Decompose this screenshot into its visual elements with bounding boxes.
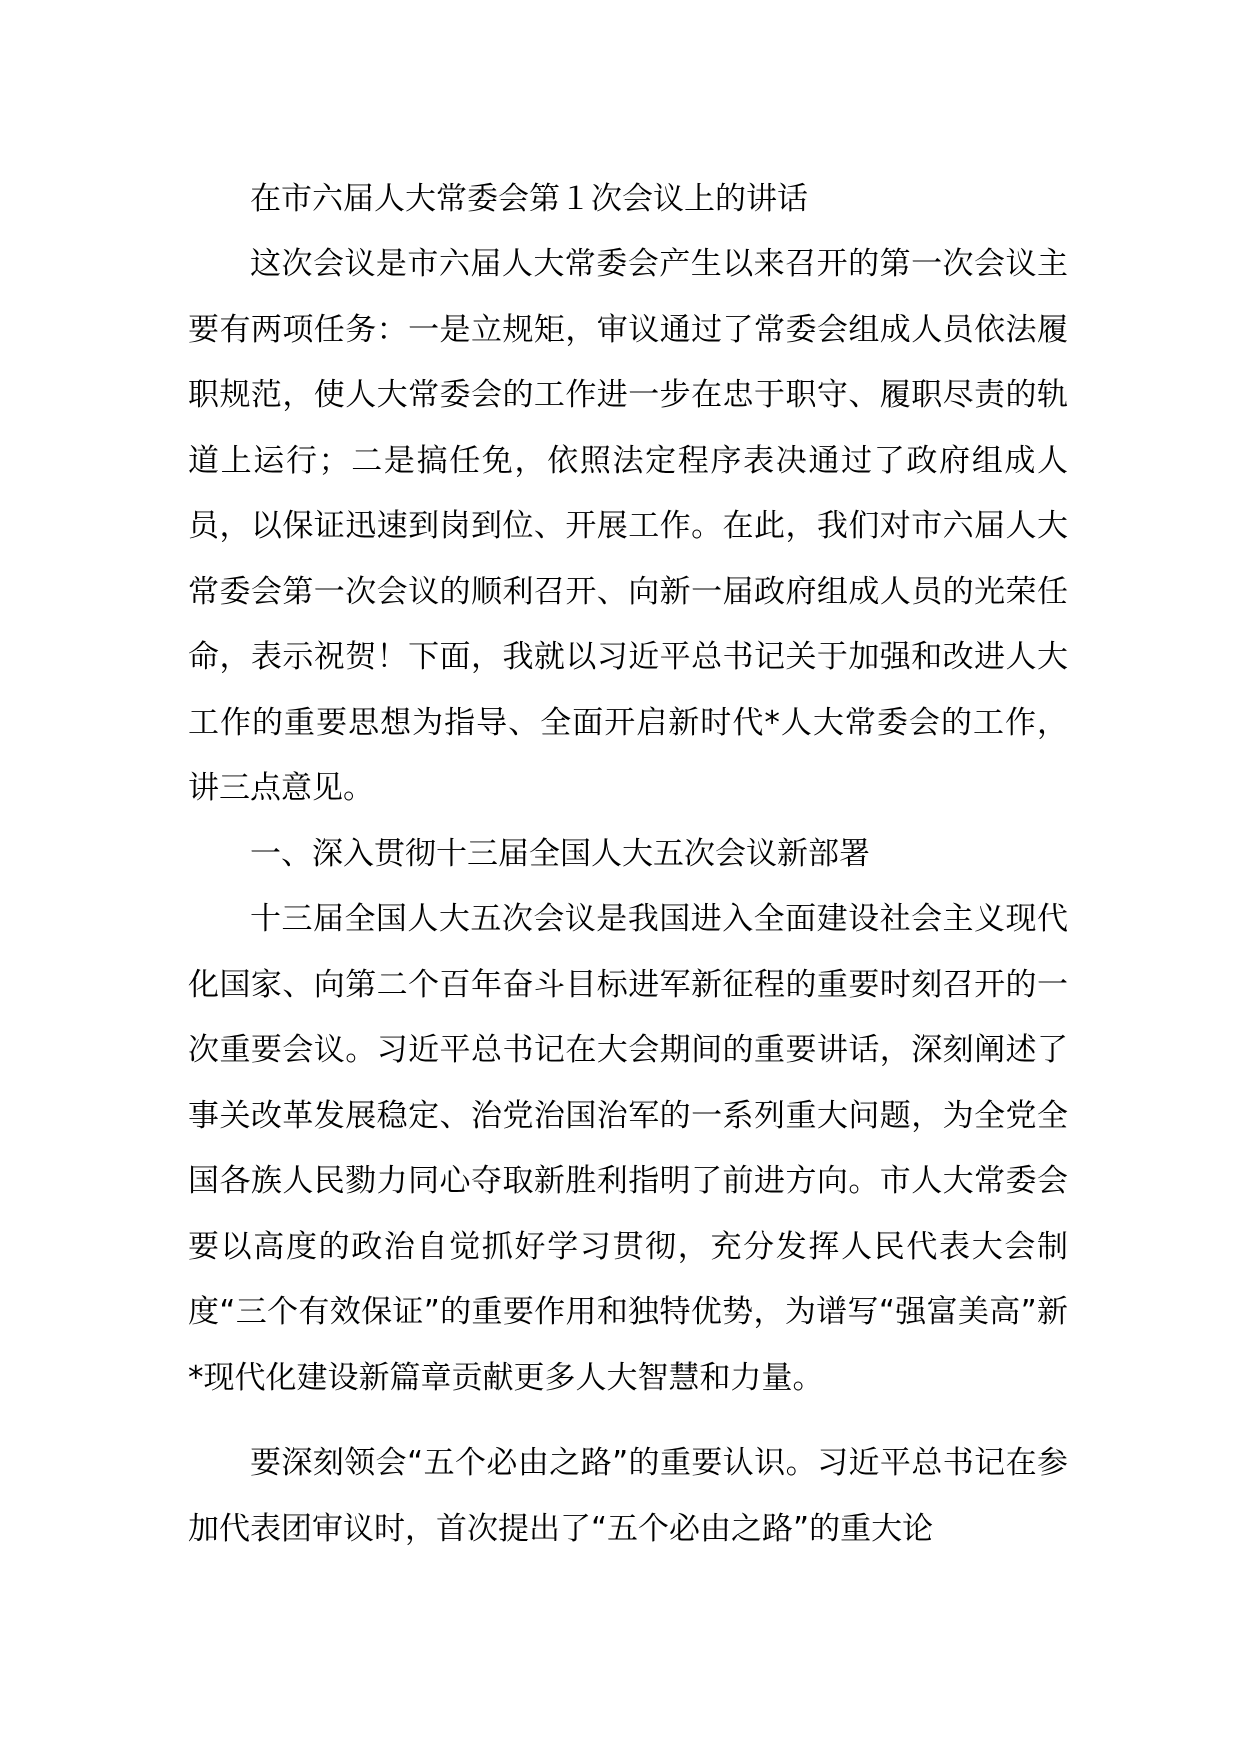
document-body <box>188 166 1068 1562</box>
paragraph-five-paths: 要深刻领会“五个必由之路”的重要认识。习近平总书记在参加代表团审议时，首次提出了“五个必由之路”的重大论 <box>188 1445 1068 1547</box>
section-heading: 一、深入贯彻十三届全国人大五次会议新部署 <box>250 835 870 872</box>
document-title: 在市六届人大常委会第１次会议上的讲话 <box>250 181 808 217</box>
paragraph-intro: 这次会议是市六届人大常委会产生以来召开的第一次会议主要有两项任务：一是立规矩，审议通过了常委会组成人员依法履职规范，使人大常委会的工作进一步在忠于职守、履职尽责的轨道上运行；二是搞任免，依照法定程序表决通过了政府组成人员，以保证迅速到岗到位、开展工作。在此，我们对市六届人大常委会第一次会议的顺利召开、向新一届政府组成人员的光荣任命，表示祝贺！下面，我就以习近平总书记关于加强和改进人大工作的重要思想为指导、全面开启新时代*人大常委会的工作，讲三点意见。 <box>188 246 1068 806</box>
paragraph-gap <box>188 1411 1068 1431</box>
paragraph-section-one: 十三届全国人大五次会议是我国进入全面建设社会主义现代化国家、向第二个百年奋斗目标进军新征程的重要时刻召开的一次重要会议。习近平总书记在大会期间的重要讲话，深刻阐述了事关改革发展稳定、治党治国治军的一系列重大问题，为全党全国各族人民勠力同心夺取新胜利指明了前进方向。市人大常委会要以高度的政治自觉抓好学习贯彻，充分发挥人民代表大会制度“三个有效保证”的重要作用和独特优势，为谱写“强富美高”新*现代化建设新篇章贡献更多人大智慧和力量。 <box>188 901 1068 1396</box>
